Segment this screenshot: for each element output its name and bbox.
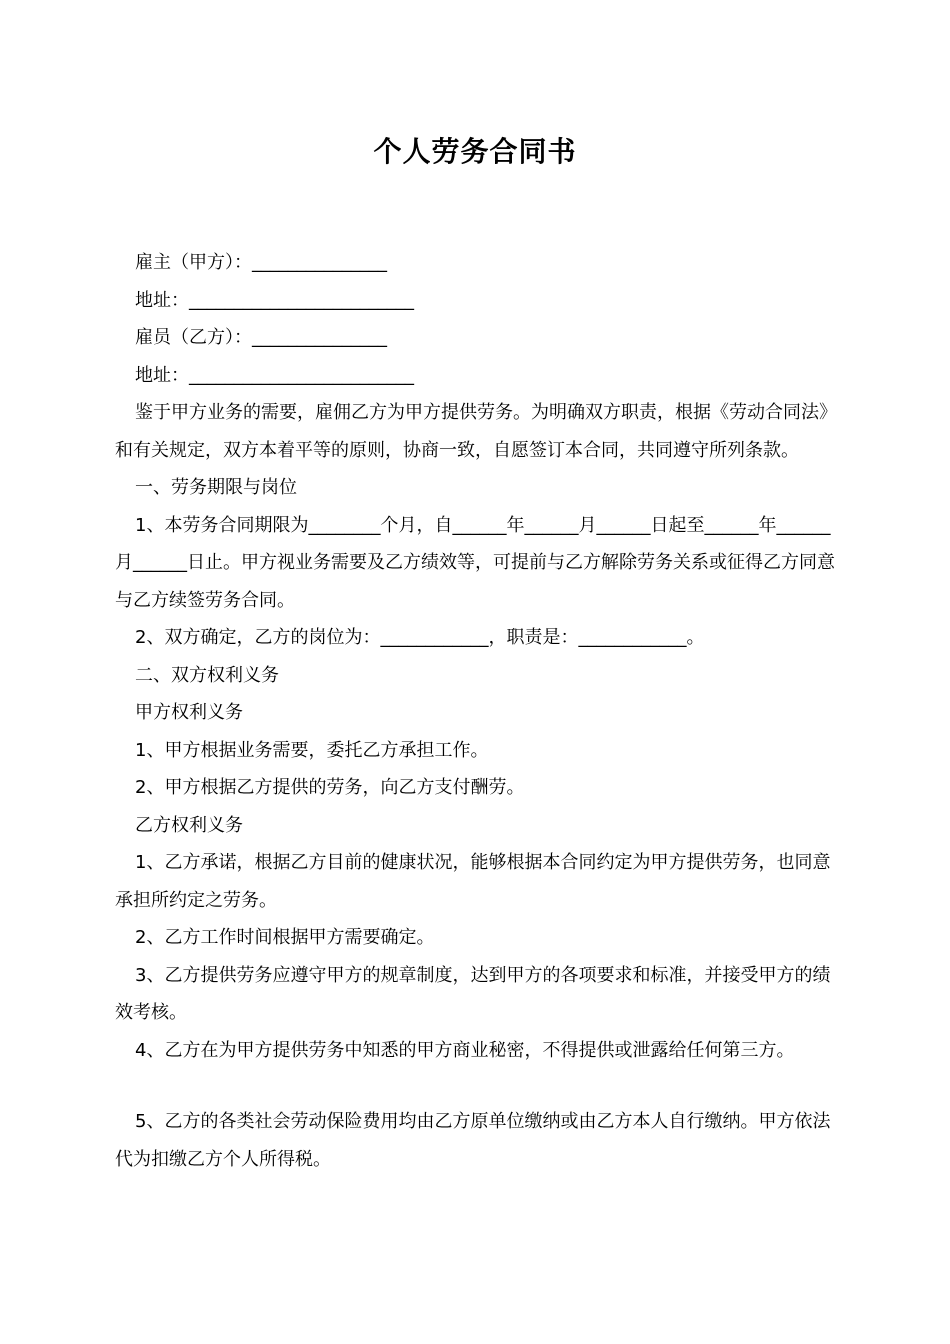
section-heading-term: 一、劳务期限与岗位 [135, 477, 297, 498]
clause-term: 1、本劳务合同期限为________个月，自______年______月______日起至______年______月______日止。甲方视业务需要及乙方绩效等，可提前与乙方解除劳务关系或征得乙方同意与乙方续签劳务合同。 [115, 514, 835, 611]
party-b-clause-1: 1、乙方承诺，根据乙方目前的健康状况，能够根据本合同约定为甲方提供劳务，也同意承担所约定之劳务。 [115, 852, 831, 911]
party-a-clause-2: 2、甲方根据乙方提供的劳务，向乙方支付酬劳。 [135, 777, 525, 798]
clause-position: 2、双方确定，乙方的岗位为：____________，职责是：____________。 [135, 627, 705, 648]
employer-address-line: 地址：_________________________ [135, 289, 414, 311]
employee-address-line: 地址：_________________________ [135, 364, 414, 386]
party-b-clause-4: 4、乙方在为甲方提供劳务中知悉的甲方商业秘密，不得提供或泄露给任何第三方。 [135, 1039, 795, 1061]
party-a-clause-1: 1、甲方根据业务需要，委托乙方承担工作。 [135, 739, 489, 761]
party-b-clause-3: 3、乙方提供劳务应遵守甲方的规章制度，达到甲方的各项要求和标准，并接受甲方的绩效考核。 [115, 964, 831, 1023]
subheading-party-a: 甲方权利义务 [135, 702, 243, 723]
employee-line: 雇员（乙方）：_______________ [135, 327, 387, 348]
document-title: 个人劳务合同书 [373, 135, 577, 168]
preamble-paragraph: 鉴于甲方业务的需要，雇佣乙方为甲方提供劳务。为明确双方职责，根据《劳动合同法》和有关规定，双方本着平等的原则，协商一致，自愿签订本合同，共同遵守所列条款。 [115, 402, 837, 461]
document-body [115, 244, 837, 1178]
employer-line: 雇主（甲方）：_______________ [135, 252, 387, 273]
party-b-clause-2: 2、乙方工作时间根据甲方需要确定。 [135, 927, 435, 948]
party-b-clause-5: 5、乙方的各类社会劳动保险费用均由乙方原单位缴纳或由乙方本人自行缴纳。甲方依法代为扣缴乙方个人所得税。 [115, 1111, 831, 1170]
subheading-party-b: 乙方权利义务 [135, 814, 243, 836]
section-heading-rights: 二、双方权利义务 [135, 664, 279, 686]
